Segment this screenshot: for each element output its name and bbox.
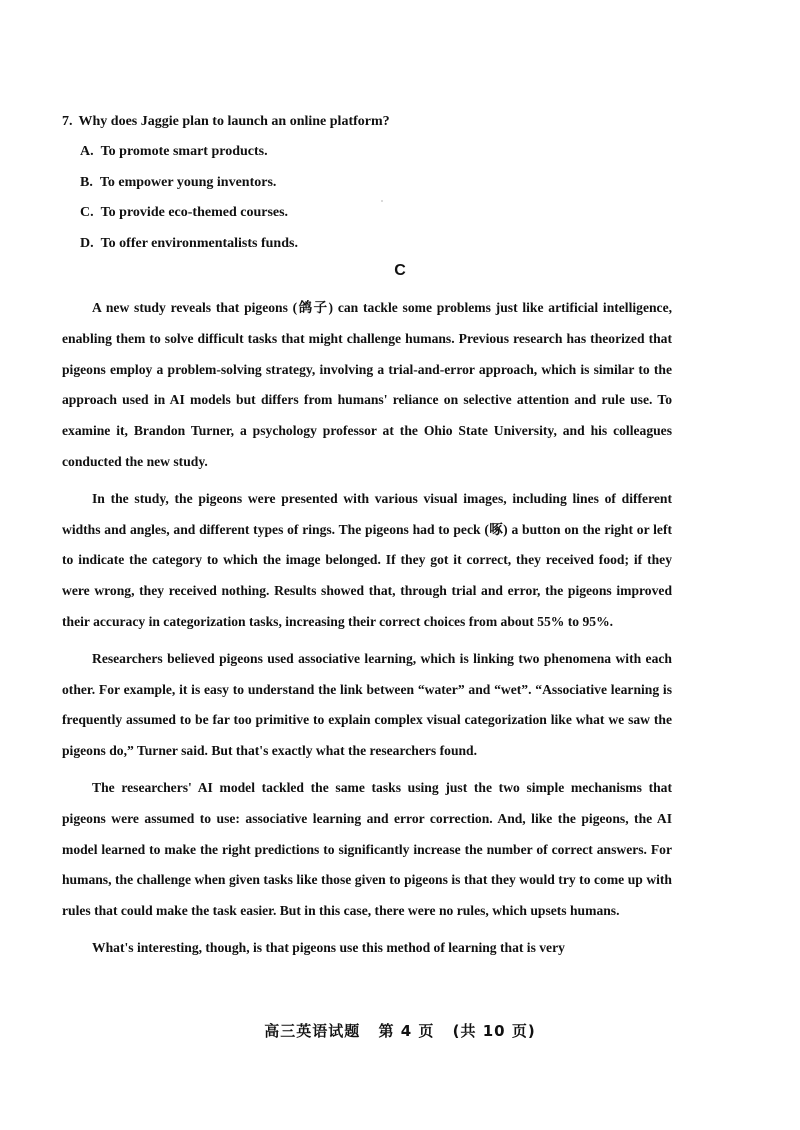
option-letter: A. [80, 144, 94, 159]
reading-passage [62, 293, 672, 964]
footer-page-number: 第 4 页 [378, 1022, 435, 1040]
passage-paragraph: A new study reveals that pigeons (鸽子) can tackle some problems just like artificial intelligence, enabling them to solve difficult tasks that might challenge humans. Previous research has theorized that pigeons employ a problem-solving strategy, involving a trial-and-error approach, which is similar to the approach used in AI models but differs from humans' reliance on selective attention and rule use. To examine it, Brandon Turner, a psychology professor at the Ohio State University, and his colleagues conducted the new study. [62, 300, 672, 469]
option-letter: C. [80, 205, 94, 220]
footer-title: 高三英语试题 [264, 1022, 361, 1040]
option-text: To offer environmentalists funds. [100, 235, 298, 251]
question-text: Why does Jaggie plan to launch an online platform? [78, 114, 390, 129]
option-text: To provide eco-themed courses. [100, 205, 289, 220]
option-text: To promote smart products. [100, 144, 268, 159]
footer-page-total: (共 10 页) [452, 1022, 536, 1040]
passage-paragraph: What's interesting, though, is that pigeons use this method of learning that is very [92, 939, 565, 955]
passage-paragraph: Researchers believed pigeons used associative learning, which is linking two phenomena with each other. For example, it is easy to understand the link between “water” and “wet”. “Associative learning is frequently assumed to be far too primitive to explain complex visual categorization like what we saw the pigeons do,” Turner said. But that's exactly what the researchers found. [62, 650, 672, 759]
page-footer [0, 1020, 800, 1041]
option-c[interactable] [80, 203, 682, 223]
option-d[interactable] [80, 234, 682, 254]
option-a[interactable] [80, 142, 682, 162]
question-7 [62, 112, 682, 264]
passage-paragraph: The researchers' AI model tackled the same tasks using just the two simple mechanisms that pigeons were assumed to use: associative learning and error correction. And, like the pigeons, the AI model learned to make the right predictions to significantly increase the number of correct answers. For humans, the challenge when given tasks like those given to pigeons is that they would try to come up with rules that could make the task easier. But in this case, there were no rules, which upsets humans. [62, 779, 672, 919]
option-letter: B. [80, 174, 93, 190]
option-b[interactable] [80, 173, 682, 193]
option-text: To empower young inventors. [99, 174, 277, 190]
question-number: 7. [62, 114, 73, 129]
option-letter: D. [80, 235, 94, 251]
question-stem [62, 112, 682, 132]
passage-paragraph: In the study, the pigeons were presented with various visual images, including lines of different widths and angles, and different types of rings. The pigeons had to peck (啄) a button on the right or left to indicate the category to which the image belonged. If they got it correct, they received food; if they were wrong, they received nothing. Results showed that, through trial and error, the pigeons improved their accuracy in categorization tasks, increasing their correct choices from about 55% to 95%. [62, 490, 672, 629]
section-heading: C [394, 262, 406, 279]
